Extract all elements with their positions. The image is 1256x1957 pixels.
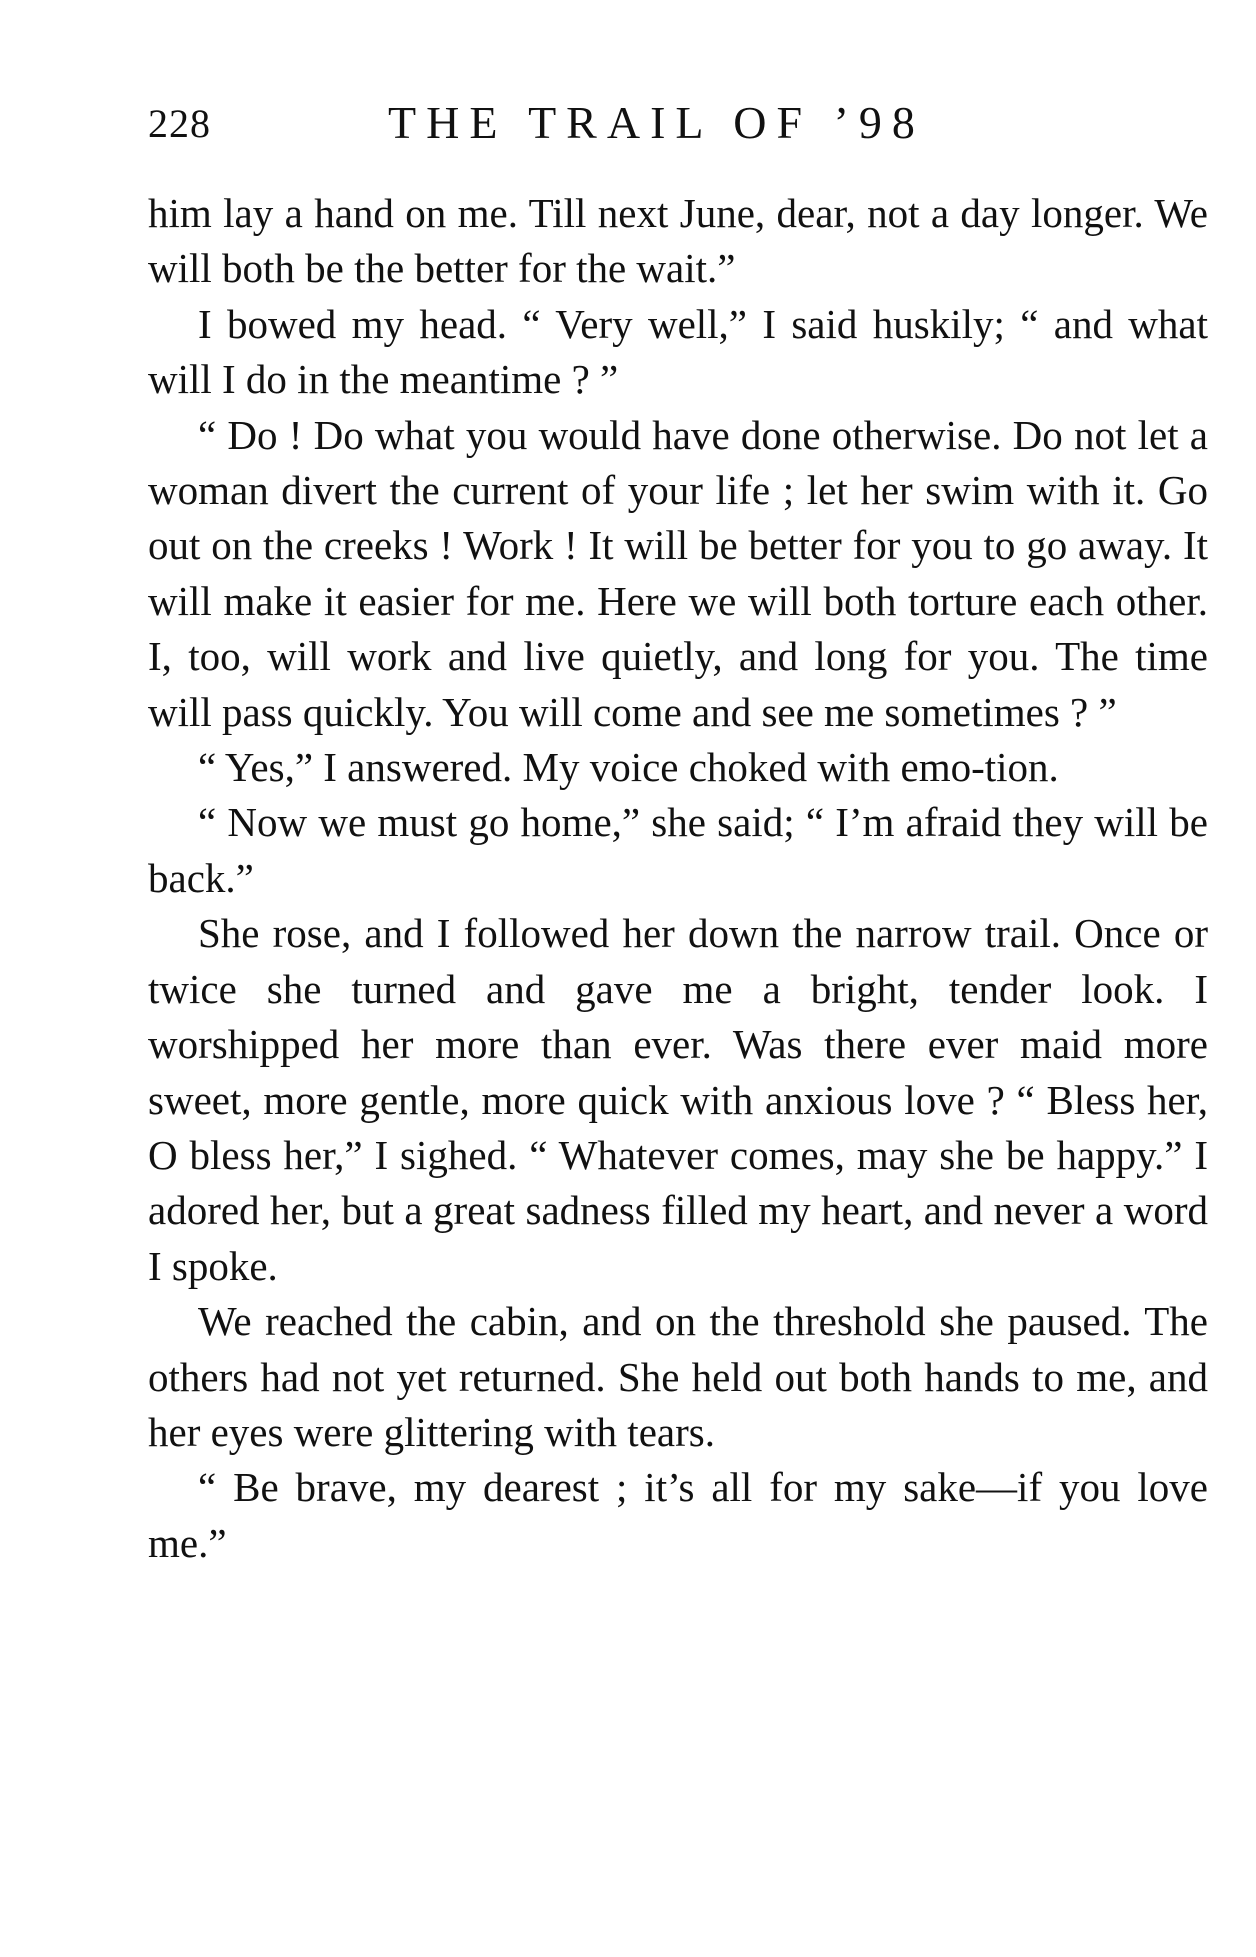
book-title: THE TRAIL OF ’98 [388, 97, 925, 148]
paragraph: him lay a hand on me. Till next June, dear, not a day longer. We will both be the better for the wait.” [148, 190, 1208, 292]
paragraph: “ Do ! Do what you would have done otherwise. Do not let a woman divert the current of your life ; let her swim with it. Go out on the creeks ! Work ! It will be better for you to go away. It will make it easier for me. Here we will both torture each other. I, too, will work and live quietly, and long for you. The time will pass quickly. You will come and see me sometimes ? ” [148, 411, 1208, 735]
running-head [148, 96, 1208, 156]
paragraph: “ Be brave, my dearest ; it’s all for my sake—if you love me.” [148, 1464, 1208, 1566]
paragraph: “ Yes,” I answered. My voice choked with emo-tion. [198, 744, 1059, 791]
page-number: 228 [148, 101, 211, 146]
paragraph: She rose, and I followed her down the narrow trail. Once or twice she turned and gave me a bright, tender look. I worshipped her more than ever. Was there ever maid more sweet, more gentle, more quick with anxious love ? “ Bless her, O bless her,” I sighed. “ Whatever comes, may she be happy.” I adored her, but a great sadness filled my heart, and never a word I spoke. [148, 910, 1208, 1289]
paragraph: I bowed my head. “ Very well,” I said huskily; “ and what will I do in the meantime ? ” [148, 300, 1208, 403]
paragraph: “ Now we must go home,” she said; “ I’m afraid they will be back.” [148, 799, 1208, 901]
paragraph: We reached the cabin, and on the threshold she paused. The others had not yet returned. She held out both hands to me, and her eyes were glittering with tears. [148, 1298, 1208, 1455]
body-text [148, 186, 1208, 1571]
